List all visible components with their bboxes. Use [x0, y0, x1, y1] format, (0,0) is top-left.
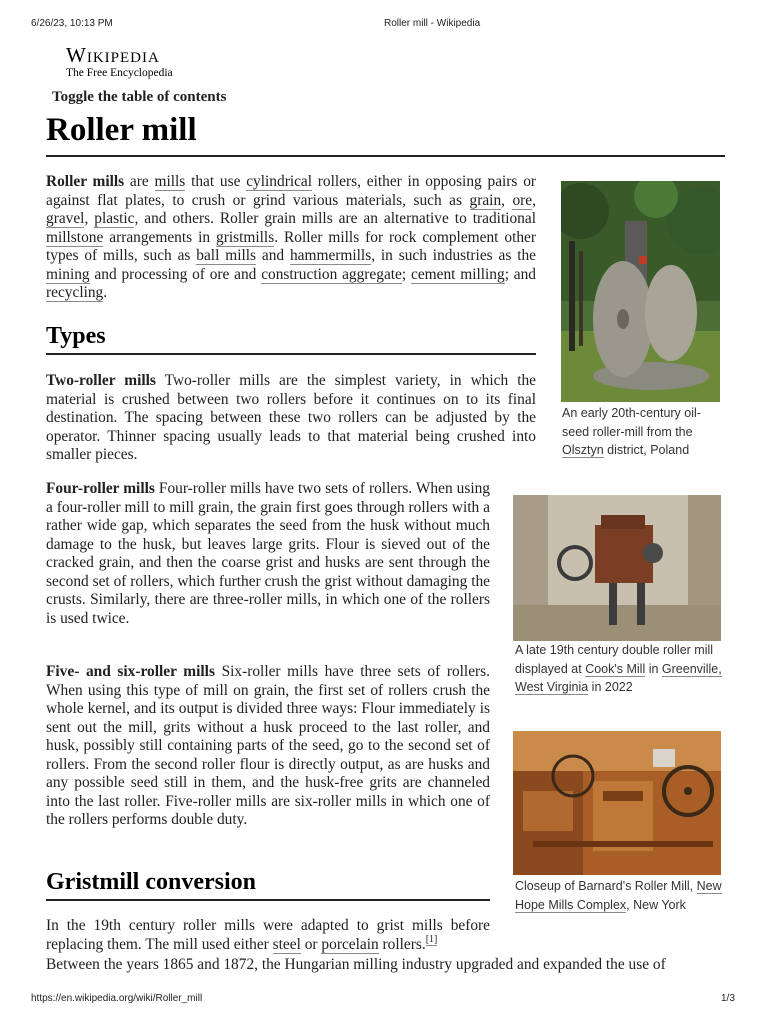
four-roller-paragraph [46, 480, 490, 628]
reference-link[interactable]: [1] [425, 934, 438, 946]
five-six-roller-term: Five- and six-roller mills [46, 663, 215, 680]
text: ; and [504, 265, 537, 283]
link-plastic[interactable]: plastic [94, 210, 135, 227]
link-hammermills[interactable]: hammermills [289, 247, 372, 264]
link-ball-mills[interactable]: ball mills [196, 247, 257, 264]
text: district, Poland [603, 443, 690, 457]
two-roller-paragraph [46, 372, 536, 465]
link-construction-aggregate[interactable]: construction aggregate [261, 265, 402, 283]
text: in [645, 661, 662, 676]
wikipedia-logo[interactable] [66, 44, 173, 80]
gristmill-divider [46, 899, 490, 901]
text: Two-roller mills are the simplest variety, in which the material is crushed between two rollers before it continues on to its final destination. The spacing between these two rollers can be adjusted by the operator. Thinner spacing usually leads to that material being crushed into smaller pieces. [46, 372, 536, 463]
link-ore[interactable]: ore [512, 191, 533, 209]
link-greenville-west-virginia[interactable]: Greenville, West Virginia [515, 661, 722, 694]
text: . Roller mills for rock complement other types of mills, such as [46, 228, 536, 264]
five-six-roller-paragraph [46, 663, 490, 830]
print-page-number: 1/3 [721, 993, 735, 1004]
link-grain[interactable]: grain [469, 191, 502, 209]
text: , and others. Roller grain mills are an alternative to traditional [134, 210, 536, 227]
section-heading-types: Types [46, 323, 106, 349]
text: Closeup of Barnard's Roller Mill, [515, 879, 697, 893]
text: Between the years 1865 and 1872, the Hungarian milling industry upgraded and expanded the use of [46, 956, 666, 973]
link-new-hope-mills-complex[interactable]: New Hope Mills Complex [515, 879, 722, 912]
four-roller-term: Four-roller mills [46, 480, 155, 497]
text: in 2022 [588, 680, 633, 694]
link-steel[interactable]: steel [272, 935, 301, 953]
text: An early 20th-century oil-seed roller-mill from the [562, 406, 701, 439]
text: rollers, either in opposing pairs or against flat plates, to crush or grind various materials, such as [46, 173, 537, 209]
link-olsztyn[interactable]: Olsztyn [562, 443, 604, 457]
link-mills[interactable]: mills [154, 173, 186, 190]
text: rollers. [378, 935, 426, 953]
oil-seed-roller-mill-photo [561, 181, 720, 402]
double-roller-mill-image[interactable] [513, 495, 721, 641]
text: arrangements in [103, 228, 217, 246]
gristmill-paragraph [46, 917, 490, 954]
print-page-title: Roller mill - Wikipedia [384, 18, 481, 29]
page-title: Roller mill [46, 112, 197, 148]
text: , [501, 191, 513, 209]
wikipedia-wordmark: Wikipedia [66, 43, 160, 67]
text: , [532, 191, 536, 209]
link-cement-milling[interactable]: cement milling [410, 265, 505, 283]
text: and [256, 247, 290, 264]
barnards-roller-mill-caption [515, 877, 730, 914]
section-heading-gristmill-conversion: Gristmill conversion [46, 869, 256, 895]
text: and processing of ore and [89, 265, 262, 283]
text: Six-roller mills have three sets of rollers. When using this type of mill on grain, the first set of rollers crush the whole kernel, and its output is divided three ways: Flour immediately is sent out the mill, grits without a husk proceed to the last roller, and husk, possibly still containing parts of the seed, go to the second set of rollers. From the second roller flour is directly output, as are husks and any possible seed still in them, and the husk-free grits are channeled into the last roller. Five-roller mills are six-roller mills in which one of the rollers performs double duty. [46, 663, 490, 828]
text: or [300, 935, 322, 953]
text: that use [185, 173, 247, 190]
title-divider [46, 155, 725, 157]
link-millstone[interactable]: millstone [46, 228, 104, 246]
text: , in such industries as the [371, 247, 536, 264]
wikipedia-tagline: The Free Encyclopedia [66, 67, 173, 79]
oil-seed-mill-caption [562, 404, 722, 460]
link-gravel[interactable]: gravel [46, 210, 85, 227]
print-url: https://en.wikipedia.org/wiki/Roller_mill [31, 993, 203, 1004]
link-recycling[interactable]: recycling [46, 284, 104, 301]
text: A late 19th century double roller mill displayed at [515, 643, 714, 676]
two-roller-term: Two-roller mills [46, 372, 156, 389]
text: are [124, 173, 155, 190]
text: Four-roller mills have two sets of rollers. When using a four-roller mill to mill grain, the grain first goes through rollers with a rather wide gap, which separates the seed from the husk without much damage to the husk, but leaves large grits. Flour is sieved out of the cracked grain, and then the coarse grist and husks are sent through the second set of rollers, which further crush the grist without damaging the crusts. Similarly, there are three-roller mills, in which one of the rollers is used twice. [46, 480, 490, 627]
text: , [84, 210, 95, 227]
oil-seed-roller-mill-image[interactable] [561, 181, 720, 402]
text: . [103, 284, 108, 301]
barnards-roller-mill-image[interactable] [513, 731, 721, 875]
types-divider [46, 353, 536, 355]
double-roller-mill-photo [513, 495, 721, 641]
text: In the 19th century roller mills were adapted to grist mills before replacing them. The mill used either [46, 917, 490, 953]
link-porcelain[interactable]: porcelain [321, 935, 379, 953]
intro-paragraph [46, 173, 536, 303]
link-gristmills[interactable]: gristmills [216, 228, 275, 246]
text: ; [401, 265, 411, 283]
toggle-toc-button[interactable]: Toggle the table of contents [52, 89, 227, 105]
barnards-roller-mill-photo [513, 731, 721, 875]
link-cylindrical[interactable]: cylindrical [246, 173, 313, 190]
intro-bold-term: Roller mills [46, 173, 125, 190]
gristmill-paragraph-2 [46, 956, 736, 975]
print-timestamp: 6/26/23, 10:13 PM [31, 18, 113, 29]
double-roller-mill-caption [515, 641, 725, 697]
link-mining[interactable]: mining [46, 265, 90, 283]
link-cooks-mill[interactable]: Cook's Mill [585, 661, 646, 676]
text: , New York [626, 897, 686, 912]
